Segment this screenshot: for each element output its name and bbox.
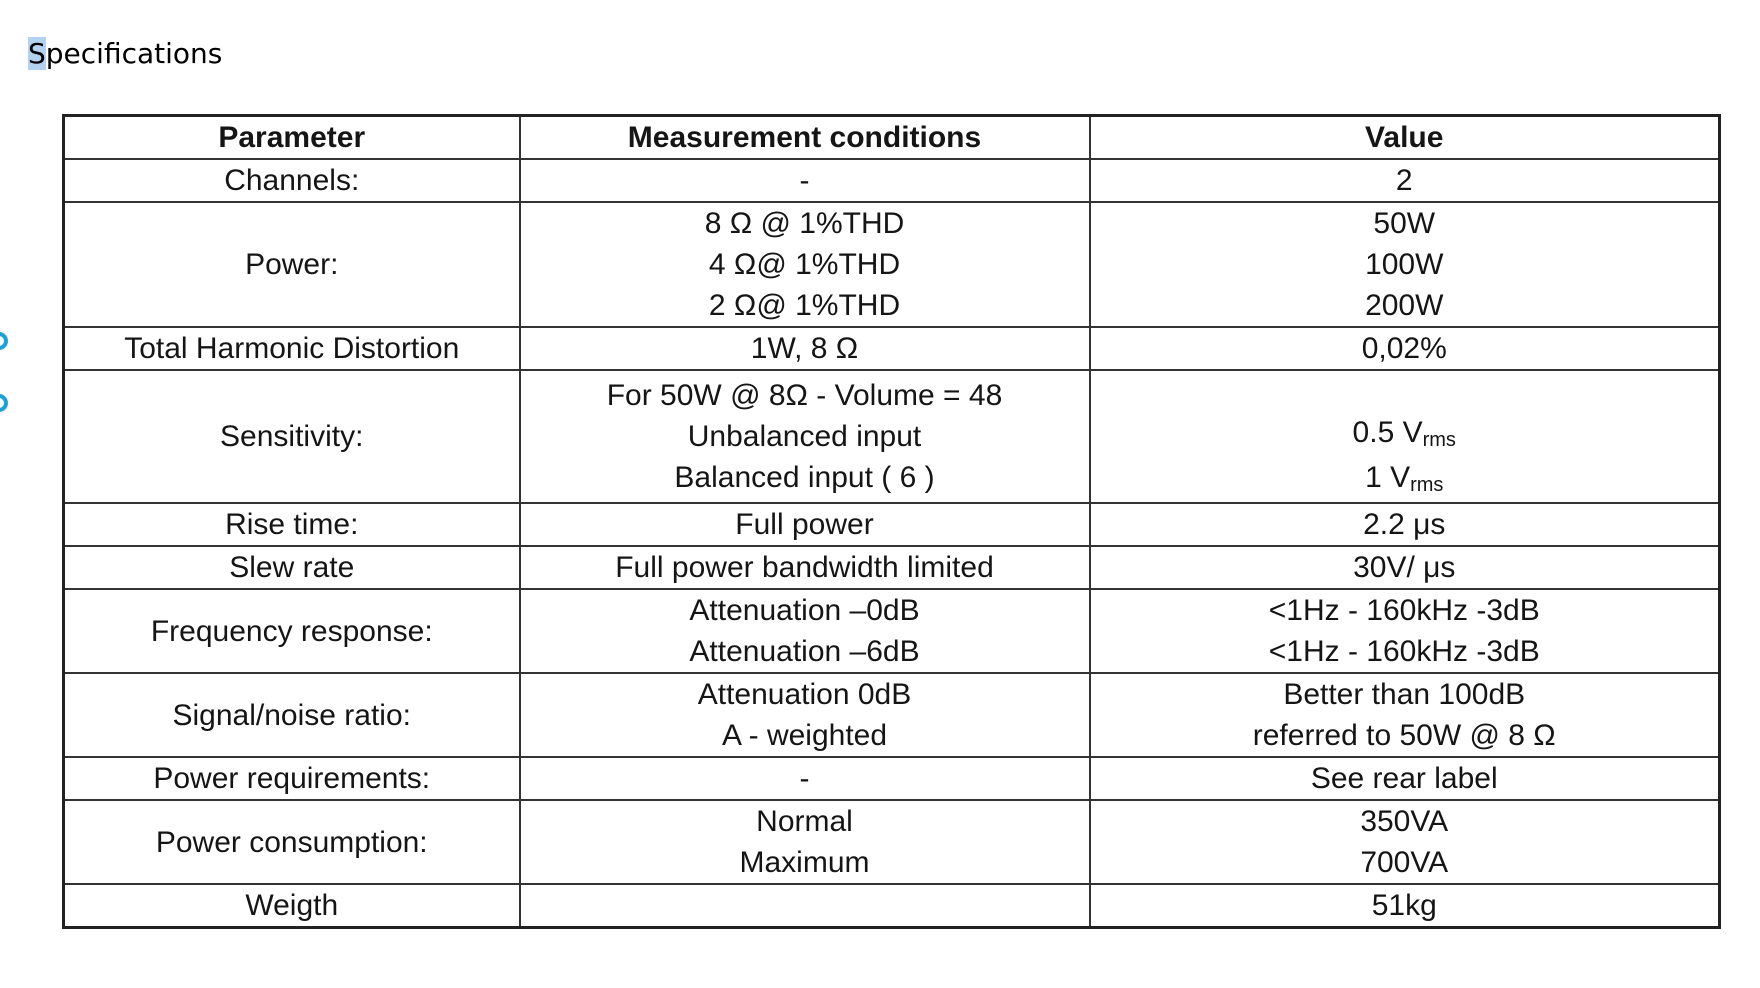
value-line	[1097, 674, 1713, 715]
value-text: 0.5 V	[1352, 416, 1423, 449]
condition-line: Unbalanced input	[687, 420, 922, 453]
condition-line: Full power bandwidth limited	[615, 551, 994, 584]
table-row	[64, 370, 1720, 503]
value-text: 700VA	[1360, 846, 1449, 879]
conditions-cell	[520, 884, 1090, 928]
value-text: 51kg	[1371, 889, 1437, 922]
table-row	[64, 589, 1720, 673]
conditions-cell	[520, 327, 1090, 370]
specifications-table	[62, 114, 1721, 929]
value-line	[1097, 328, 1713, 369]
value-cell	[1090, 202, 1720, 327]
parameter-cell: Power requirements:	[64, 757, 520, 800]
table-body	[64, 159, 1720, 928]
value-text: 100W	[1365, 248, 1444, 281]
parameter-cell: Sensitivity:	[64, 370, 520, 503]
parameter-cell: Channels:	[64, 159, 520, 202]
parameter-cell: Signal/noise ratio:	[64, 673, 520, 757]
value-text: 200W	[1365, 289, 1444, 322]
value-line	[1097, 371, 1713, 412]
conditions-cell	[520, 589, 1090, 673]
value-line	[1097, 801, 1713, 842]
conditions-cell	[520, 370, 1090, 503]
value-line	[1097, 842, 1713, 883]
table-row	[64, 884, 1720, 928]
column-header-value: Value	[1090, 116, 1720, 160]
value-line	[1097, 631, 1713, 672]
conditions-cell	[520, 159, 1090, 202]
value-line	[1097, 160, 1713, 201]
value-text: 1 V	[1365, 461, 1411, 494]
value-line	[1097, 285, 1713, 326]
value-line	[1097, 504, 1713, 545]
value-line	[1097, 244, 1713, 285]
value-cell	[1090, 370, 1720, 503]
condition-line: A - weighted	[721, 719, 888, 752]
value-cell	[1090, 589, 1720, 673]
value-text: 50W	[1373, 207, 1436, 240]
parameter-cell: Rise time:	[64, 503, 520, 546]
value-line	[1097, 547, 1713, 588]
conditions-cell	[520, 503, 1090, 546]
value-cell	[1090, 673, 1720, 757]
value-text: Better than 100dB	[1283, 678, 1526, 711]
table-row	[64, 327, 1720, 370]
value-line	[1097, 715, 1713, 756]
table-row	[64, 159, 1720, 202]
value-line	[1097, 758, 1713, 799]
table-row	[64, 546, 1720, 589]
column-header-parameter: Parameter	[64, 116, 520, 160]
table-row	[64, 757, 1720, 800]
conditions-cell	[520, 202, 1090, 327]
value-text: 350VA	[1360, 805, 1449, 838]
value-cell	[1090, 546, 1720, 589]
parameter-cell: Power:	[64, 202, 520, 327]
value-cell	[1090, 884, 1720, 928]
condition-line: Attenuation –6dB	[689, 635, 920, 668]
conditions-cell	[520, 757, 1090, 800]
value-text: 0,02%	[1361, 332, 1447, 365]
table-header-row	[64, 116, 1720, 160]
condition-line: Attenuation 0dB	[697, 678, 912, 711]
condition-line: Maximum	[739, 846, 870, 879]
value-text: <1Hz - 160kHz -3dB	[1268, 635, 1540, 668]
table-row	[64, 202, 1720, 327]
column-header-conditions: Measurement conditions	[520, 116, 1090, 160]
value-text: 2.2 μs	[1363, 508, 1446, 541]
value-cell	[1090, 800, 1720, 884]
value-cell	[1090, 757, 1720, 800]
value-cell	[1090, 327, 1720, 370]
value-text: See rear label	[1310, 762, 1498, 795]
value-line	[1097, 412, 1713, 457]
condition-line: Balanced input ( 6 )	[674, 461, 935, 494]
unit-subscript: rms	[1422, 429, 1456, 451]
condition-line: 8 Ω @ 1%THD	[704, 207, 905, 240]
value-line	[1097, 457, 1713, 502]
value-text: 2	[1395, 164, 1413, 197]
parameter-cell: Slew rate	[64, 546, 520, 589]
value-cell	[1090, 159, 1720, 202]
table-row	[64, 673, 1720, 757]
condition-line	[527, 885, 1083, 926]
conditions-cell	[520, 673, 1090, 757]
parameter-cell: Frequency response:	[64, 589, 520, 673]
condition-line: 2 Ω@ 1%THD	[708, 289, 901, 322]
unit-subscript: rms	[1410, 474, 1444, 496]
table-row	[64, 800, 1720, 884]
value-line	[1097, 885, 1713, 926]
condition-line: 4 Ω@ 1%THD	[708, 248, 901, 281]
value-line	[1097, 590, 1713, 631]
parameter-cell: Total Harmonic Distortion	[64, 327, 520, 370]
value-text: <1Hz - 160kHz -3dB	[1268, 594, 1540, 627]
conditions-cell	[520, 546, 1090, 589]
condition-line: 1W, 8 Ω	[750, 332, 859, 365]
value-text: referred to 50W @ 8 Ω	[1252, 719, 1556, 752]
page-title	[28, 36, 222, 72]
value-line	[1097, 203, 1713, 244]
selected-text-highlight: S	[28, 37, 46, 70]
window-edge-icon	[0, 394, 8, 412]
condition-line: -	[799, 164, 810, 197]
condition-line: Attenuation –0dB	[689, 594, 920, 627]
conditions-cell	[520, 800, 1090, 884]
parameter-cell: Power consumption:	[64, 800, 520, 884]
condition-line: Normal	[756, 805, 853, 838]
condition-line: Full power	[735, 508, 874, 541]
parameter-cell: Weigth	[64, 884, 520, 928]
page-title-text: pecifications	[45, 37, 223, 70]
table-row	[64, 503, 1720, 546]
condition-line: -	[799, 762, 810, 795]
condition-line: For 50W @ 8Ω - Volume = 48	[606, 379, 1003, 412]
value-cell	[1090, 503, 1720, 546]
window-edge-icon	[0, 332, 8, 350]
value-text: 30V/ μs	[1353, 551, 1456, 584]
